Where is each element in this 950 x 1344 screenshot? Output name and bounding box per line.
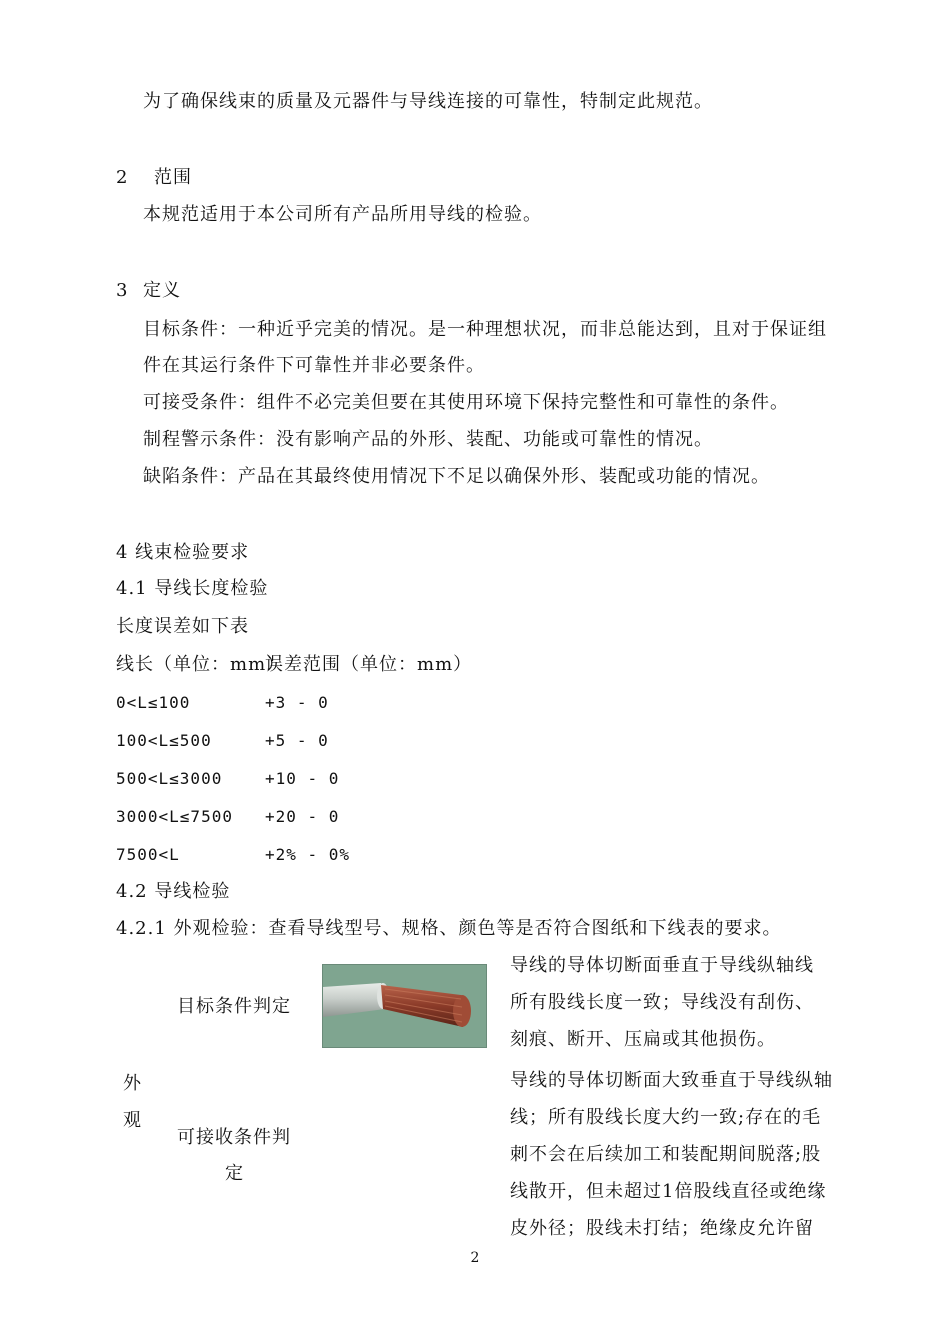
- side-label: 外: [123, 1073, 142, 1094]
- definition-line: 可接受条件：组件不必完美但要在其使用环境下保持完整性和可靠性的条件。: [143, 392, 789, 413]
- table-header-length: 线长（单位：mm）: [116, 654, 286, 675]
- section-2-number: 2: [116, 167, 129, 188]
- section-3-number: 3: [116, 280, 129, 301]
- section-4-2-heading: 4.2 导线检验: [116, 881, 231, 902]
- table-intro: 长度误差如下表: [116, 616, 249, 637]
- accept-condition-label-part: 可接收条件判: [177, 1127, 291, 1148]
- definition-line: 目标条件：一种近乎完美的情况。是一种理想状况，而非总能达到，且对于保证组: [143, 319, 827, 340]
- wire-cut-photo: [322, 964, 487, 1048]
- section-2-body: 本规范适用于本公司所有产品所用导线的检验。: [143, 204, 542, 225]
- page-number: 2: [470, 1250, 480, 1266]
- section-4-2-1-heading: 4.2.1 外观检验：查看导线型号、规格、颜色等是否符合图纸和下线表的要求。: [116, 918, 782, 939]
- table-cell-tolerance: +2% - 0%: [265, 845, 351, 864]
- table-header-tolerance: 误差范围（单位：mm）: [265, 654, 473, 675]
- table-cell-length: 500<L≤3000: [116, 769, 223, 788]
- target-condition-text: 导线的导体切断面垂直于导线纵轴线所有股线长度一致；导线没有刮伤、刻痕、断开、压扁或其他损伤。: [510, 955, 814, 1050]
- definition-line: 缺陷条件：产品在其最终使用情况下不足以确保外形、装配或功能的情况。: [143, 466, 770, 487]
- side-label: 观: [123, 1110, 142, 1131]
- section-4-1-heading: 4.1 导线长度检验: [116, 578, 269, 599]
- section-3-title: 定义: [143, 280, 181, 301]
- definition-line: 件在其运行条件下可靠性并非必要条件。: [143, 355, 485, 376]
- table-cell-tolerance: +10 - 0: [265, 769, 340, 788]
- section-2-title: 范围: [154, 167, 192, 188]
- table-cell-length: 0<L≤100: [116, 693, 191, 712]
- table-cell-length: 100<L≤500: [116, 731, 212, 750]
- table-cell-tolerance: +20 - 0: [265, 807, 340, 826]
- target-condition-label: 目标条件判定: [177, 996, 291, 1017]
- stripped-wire-image: [323, 965, 486, 1047]
- intro-paragraph: 为了确保线束的质量及元器件与导线连接的可靠性，特制定此规范。: [143, 91, 713, 112]
- section-4-heading: 4 线束检验要求: [116, 542, 250, 563]
- accept-condition-label-part: 定: [225, 1163, 244, 1184]
- table-cell-tolerance: +3 - 0: [265, 693, 329, 712]
- table-cell-length: 3000<L≤7500: [116, 807, 233, 826]
- definition-line: 制程警示条件：没有影响产品的外形、装配、功能或可靠性的情况。: [143, 429, 713, 450]
- accept-condition-text: 导线的导体切断面大致垂直于导线纵轴线；所有股线长度大约一致;存在的毛刺不会在后续加工和装配期间脱落;股线散开，但未超过1倍股线直径或绝缘皮外径；股线未打结；绝缘皮允许留: [510, 1070, 833, 1239]
- table-cell-length: 7500<L: [116, 845, 180, 864]
- table-cell-tolerance: +5 - 0: [265, 731, 329, 750]
